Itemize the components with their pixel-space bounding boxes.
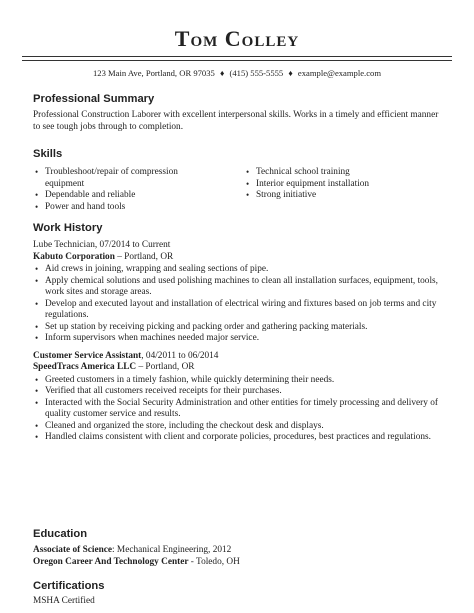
education-section [33,528,443,568]
job-title-line [33,351,443,363]
job-location: – Portland, OR [114,251,174,262]
degree-line [33,545,443,557]
address: 123 Main Ave, Portland, OR 97035 [92,68,215,78]
job-company-line [33,252,443,264]
skill-item: • Interior equipment installation [244,179,434,191]
top-divider-secondary [22,60,452,61]
certification-item: MSHA Certified [33,596,95,606]
job-dates: , 07/2014 to Current [94,240,171,250]
job-bullet: • Aid crews in joining, wrapping and sealing sections of pipe. [33,264,443,276]
job-title: Lube Technician [33,240,95,250]
skill-item: • Troubleshoot/repair of compression equipment [33,167,218,190]
degree-field: : Mechanical Engineering, 2012 [112,545,232,555]
job-bullet: • Apply chemical solutions and used polishing machines to clean all installation surfaces, equipment, tools, work sites and storage areas. [33,276,443,299]
school-name: Oregon Career And Technology Center [33,556,189,567]
resume-name: Tom Colley [174,26,300,51]
work-section [33,222,443,444]
skills-left-list [33,167,218,213]
certifications-section [33,580,443,608]
job-bullet: • Interacted with the Social Security Administration and other entities for timely processing and delivery of quality customer service and results. [33,398,443,421]
job-company: Kabuto Corporation [33,251,115,262]
separator-icon: ♦ [219,68,225,78]
job-title: Customer Service Assistant [33,350,142,361]
job-bullet: • Set up station by receiving picking and packing order and gathering packing materials. [33,322,443,334]
summary-text: Professional Construction Laborer with excellent interpersonal skills. Works in a timely and efficient manner to see tough jobs through to completion. [33,110,439,132]
certifications-heading: Certifications [33,580,105,592]
skill-item: • Strong initiative [244,190,434,202]
skill-item: • Technical school training [244,167,434,179]
summary-section [33,93,443,133]
job-bullet: • Greeted customers in a timely fashion, while quickly determining their needs. [33,375,443,387]
job-bullet: • Cleaned and organized the store, including the checkout desk and displays. [33,421,443,433]
job-location: – Portland, OR [136,362,195,372]
degree: Associate of Science [33,545,113,555]
skill-item: • Power and hand tools [33,202,218,214]
summary-heading: Professional Summary [33,93,155,105]
skill-item: • Dependable and reliable [33,190,218,202]
school-location: - Toledo, OH [188,556,240,567]
job-bullet: • Handled claims consistent with client and corporate policies, procedures, best practices and regulations. [33,432,443,444]
school-line [33,557,443,569]
contact-line [0,68,474,78]
job-bullet: • Develop and executed layout and installation of electrical wiring and fixtures based on job terms and city regulations. [33,299,443,322]
job-company-line [33,362,443,374]
top-divider [22,56,452,57]
skills-right-list [244,167,434,202]
skills-heading: Skills [33,148,63,160]
skills-section [33,148,443,210]
job-bullets [33,264,443,345]
job-dates: , 04/2011 to 06/2014 [141,350,219,361]
job-title-line [33,240,443,252]
job-bullets [33,375,443,444]
work-heading: Work History [33,222,103,234]
separator-icon: ♦ [288,68,293,78]
education-heading: Education [33,528,88,540]
job-bullet: • Inform supervisors when machines needed major service. [33,333,443,345]
email: example@example.com [297,68,381,78]
job-company: SpeedTracs America LLC [33,362,137,372]
phone: (415) 555-5555 [229,68,284,78]
job-bullet: • Verified that all customers received receipts for their purchases. [33,386,443,398]
